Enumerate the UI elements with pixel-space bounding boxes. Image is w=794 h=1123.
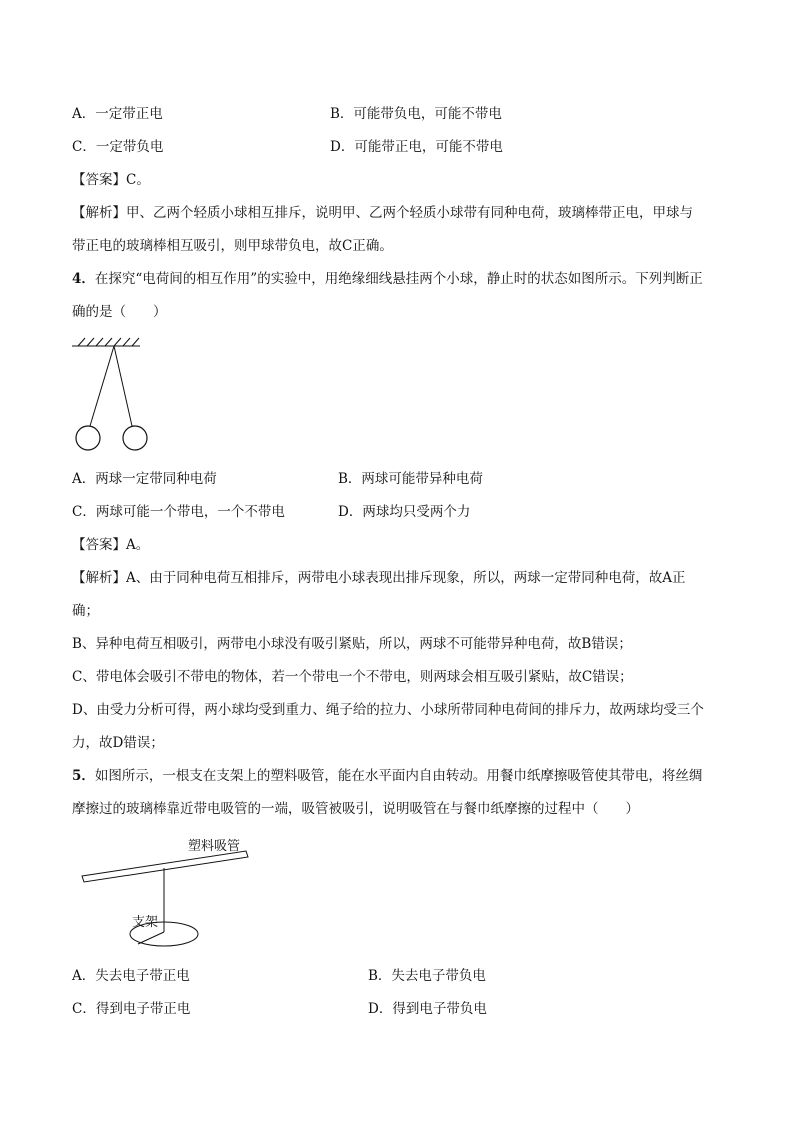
q5-option-c: C．得到电子带正电 bbox=[72, 1001, 191, 1017]
q4-analysis-line-1: 【解析】A、由于同种电荷互相排斥，两带电小球表现出排斥现象，所以，两球一定带同种电荷，故A正 bbox=[72, 570, 686, 586]
q4-stem-text-1: 在探究“电荷间的相互作用”的实验中，用绝缘细线悬挂两个小球，静止时的状态如图所示。下列判断正 bbox=[94, 271, 703, 287]
q4-option-d: D．两球均只受两个力 bbox=[338, 504, 471, 520]
straw-label: 塑料吸管 bbox=[188, 839, 241, 854]
q4-option-c: C．两球可能一个带电，一个不带电 bbox=[72, 504, 285, 520]
q5-straw-figure bbox=[76, 834, 276, 954]
left-thread bbox=[90, 346, 114, 426]
q5-number: 5． bbox=[72, 768, 95, 784]
plastic-straw bbox=[82, 851, 248, 882]
q3-analysis-line-2: 带正电的玻璃棒相互吸引，则甲球带负电，故C正确。 bbox=[72, 238, 393, 254]
stand-brace bbox=[138, 932, 164, 944]
q4-analysis-line-3: B、异种电荷互相吸引，两带电小球没有吸引紧贴，所以，两球不可能带异种电荷，故B错误； bbox=[72, 636, 632, 652]
ceiling-hatch bbox=[72, 338, 140, 346]
q4-analysis-line-2: 确； bbox=[72, 603, 99, 619]
right-ball bbox=[123, 426, 147, 450]
q4-analysis-line-6: 力，故D错误； bbox=[72, 735, 164, 751]
left-ball bbox=[76, 426, 100, 450]
q4-pendulum-figure bbox=[70, 336, 160, 456]
stand-label: 支架 bbox=[132, 915, 159, 930]
q3-option-c: C．一定带负电 bbox=[72, 139, 164, 155]
q5-stem-line-2: 摩擦过的玻璃棒靠近带电吸管的一端，吸管被吸引，说明吸管在与餐巾纸摩擦的过程中（ ） bbox=[72, 801, 639, 817]
q4-analysis-line-5: D、由受力分析可得，两小球均受到重力、绳子给的拉力、小球所带同种电荷间的排斥力，故两球均受三个 bbox=[72, 702, 704, 718]
q5-option-b: B．失去电子带负电 bbox=[368, 968, 486, 984]
q3-option-d: D．可能带正电，可能不带电 bbox=[330, 139, 503, 155]
q3-analysis-line-1: 【解析】甲、乙两个轻质小球相互排斥，说明甲、乙两个轻质小球带有同种电荷，玻璃棒带正电，甲球与 bbox=[72, 205, 693, 221]
right-thread bbox=[114, 346, 132, 426]
q3-answer: 【答案】C。 bbox=[72, 172, 150, 188]
q4-answer: 【答案】A。 bbox=[72, 537, 150, 553]
q5-stem-text-1: 如图所示，一根支在支架上的塑料吸管，能在水平面内自由转动。用餐巾纸摩擦吸管使其带电，将丝绸 bbox=[94, 768, 703, 784]
q4-stem-line-2: 确的是（ ） bbox=[72, 304, 167, 320]
q4-stem-line-1 bbox=[72, 269, 703, 289]
q5-option-d: D．得到电子带负电 bbox=[368, 1001, 487, 1017]
q4-option-a: A．两球一定带同种电荷 bbox=[72, 471, 217, 487]
q5-option-a: A．失去电子带正电 bbox=[72, 968, 190, 984]
q4-analysis-line-4: C、带电体会吸引不带电的物体，若一个带电一个不带电，则两球会相互吸引紧贴，故C错误； bbox=[72, 669, 633, 685]
q3-option-a: A．一定带正电 bbox=[72, 106, 163, 122]
q5-stem-line-1 bbox=[72, 766, 702, 786]
q3-option-b: B．可能带负电，可能不带电 bbox=[330, 106, 502, 122]
q4-option-b: B．两球可能带异种电荷 bbox=[338, 471, 483, 487]
q4-number: 4． bbox=[72, 271, 95, 287]
